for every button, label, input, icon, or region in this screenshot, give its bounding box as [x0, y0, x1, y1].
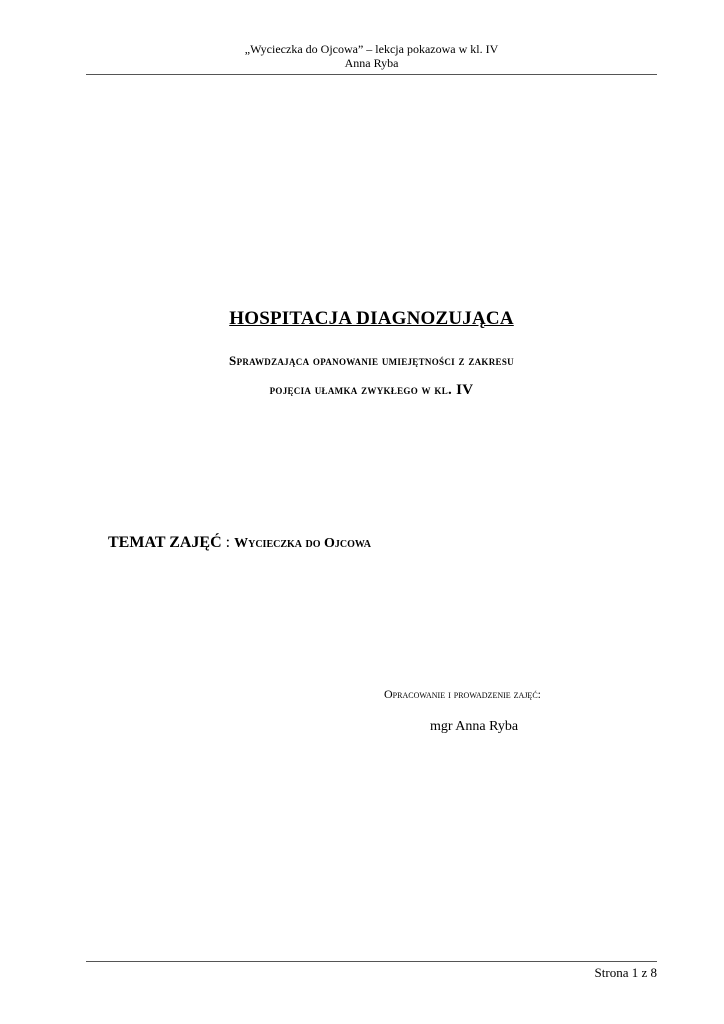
footer-divider: [86, 961, 657, 962]
prepared-by-label: Opracowanie i prowadzenie zajęć:: [384, 687, 541, 701]
topic-value: Wycieczka do Ojcowa: [234, 536, 372, 551]
topic-label: TEMAT ZAJĘĆ: [108, 534, 222, 551]
document-subtitle-line1: Sprawdzająca opanowanie umiejętności z zakresu: [229, 353, 514, 368]
page-number: Strona 1 z 8: [594, 965, 657, 980]
prepared-by-name: mgr Anna Ryba: [430, 719, 519, 734]
header-divider: [86, 74, 657, 75]
topic-separator: :: [221, 534, 235, 551]
subtitle-line2-class: . IV: [448, 382, 474, 398]
lesson-topic: [108, 534, 371, 552]
document-subtitle-line2: [86, 382, 657, 399]
header-title: „Wycieczka do Ojcowa” – lekcja pokazowa w kl. IV: [244, 42, 499, 56]
header-author: Anna Ryba: [344, 56, 399, 70]
subtitle-line2-text: pojęcia ułamka zwykłego w kl: [269, 382, 449, 397]
page-header: [86, 42, 657, 70]
document-title: HOSPITACJA DIAGNOZUJĄCA: [229, 308, 514, 329]
